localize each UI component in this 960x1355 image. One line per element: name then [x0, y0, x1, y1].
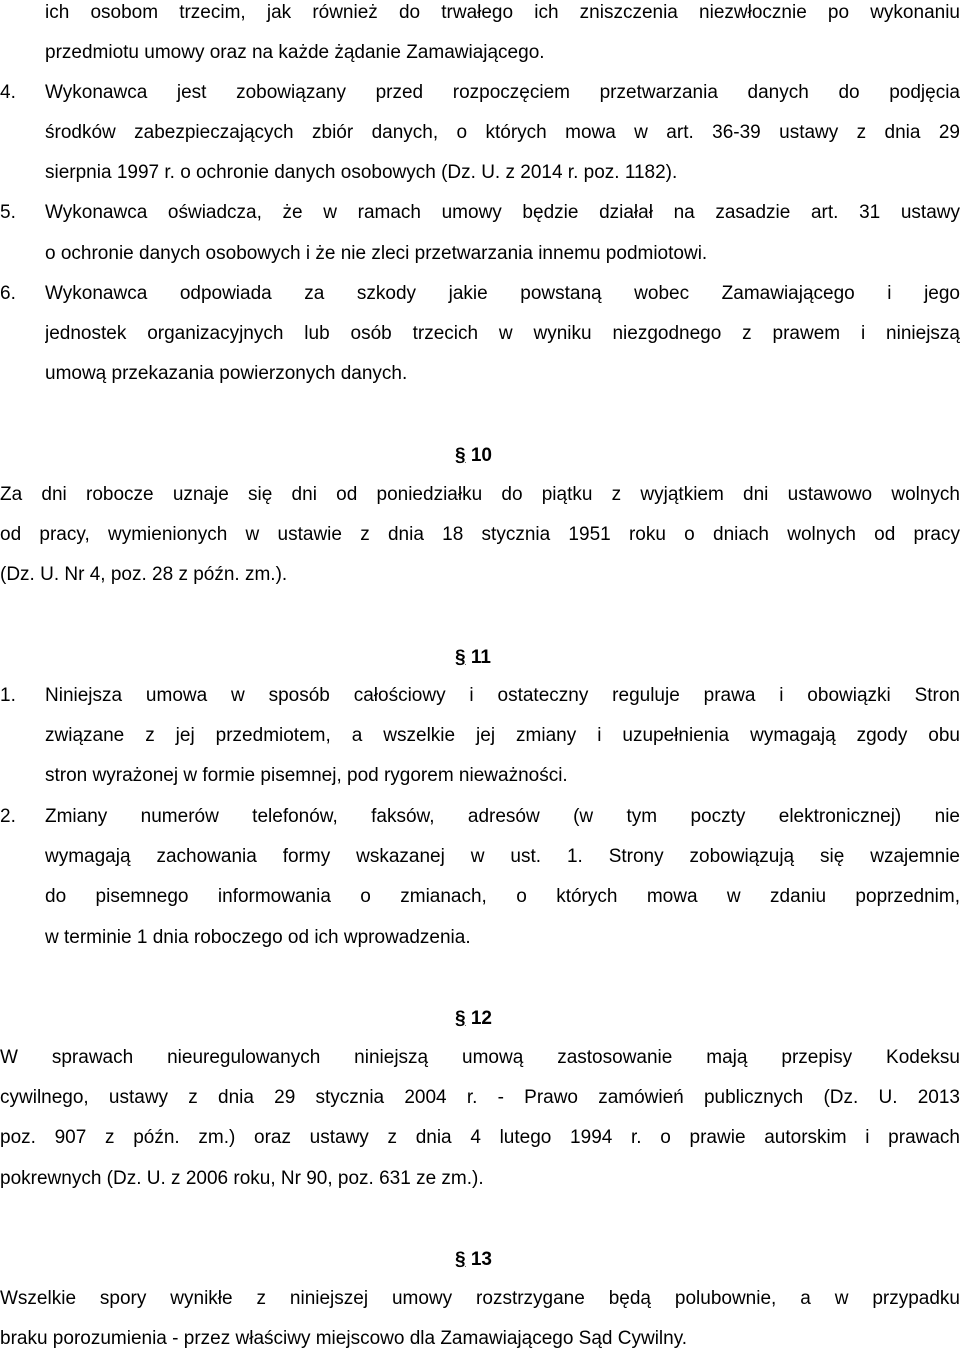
text-line: o ochronie danych osobowych i że nie zleci przetwarzania innemu podmiotowi.: [45, 243, 708, 264]
text-line: stron wyrażonej w formie pisemnej, pod rygorem nieważności.: [45, 765, 568, 786]
text-line: cywilnego, ustawy z dnia 29 stycznia 2004 r. - Prawo zamówień publicznych (Dz. U. 2013: [0, 1087, 960, 1108]
text-line: środków zabezpieczających zbiór danych, o których mowa w art. 36-39 ustawy z dnia 29: [45, 122, 960, 143]
section-heading: [455, 1007, 492, 1031]
text-line: braku porozumienia - przez właściwy miejscowo dla Zamawiającego Sąd Cywilny.: [0, 1328, 688, 1349]
text-line: Wykonawca oświadcza, że w ramach umowy będzie działał na zasadzie art. 31 ustawy: [45, 202, 960, 223]
list-number: 2.: [0, 806, 16, 827]
section-heading: [455, 646, 491, 670]
text-line: jednostek organizacyjnych lub osób trzecich w wyniku niezgodnego z prawem i niniejszą: [45, 323, 960, 344]
text-line: Za dni robocze uznaje się dni od poniedziałku do piątku z wyjątkiem dni ustawowo wolnych: [0, 484, 960, 505]
section-sign: §: [455, 1008, 466, 1029]
text-line: Zmiany numerów telefonów, faksów, adresów (w tym poczty elektronicznej) nie: [45, 806, 960, 827]
list-number: 5.: [0, 202, 16, 223]
text-line: sierpnia 1997 r. o ochronie danych osobowych (Dz. U. z 2014 r. poz. 1182).: [45, 162, 678, 183]
text-line: Wszelkie spory wynikłe z niniejszej umowy rozstrzygane będą polubownie, a w przypadku: [0, 1288, 960, 1309]
text-line: W sprawach nieuregulowanych niniejszą umową zastosowanie mają przepisy Kodeksu: [0, 1047, 960, 1068]
section-number: 10: [470, 445, 492, 466]
list-number: 4.: [0, 82, 16, 103]
text-line: umową przekazania powierzonych danych.: [45, 363, 408, 384]
list-number: 1.: [0, 685, 16, 706]
section-sign: §: [455, 1249, 466, 1270]
text-line: pokrewnych (Dz. U. z 2006 roku, Nr 90, poz. 631 ze zm.).: [0, 1168, 484, 1189]
text-line: (Dz. U. Nr 4, poz. 28 z późn. zm.).: [0, 564, 288, 585]
text-line: Wykonawca odpowiada za szkody jakie powstaną wobec Zamawiającego i jego: [45, 283, 960, 304]
text-line: do pisemnego informowania o zmianach, o których mowa w zdaniu poprzednim,: [45, 886, 960, 907]
text-line: Niniejsza umowa w sposób całościowy i ostateczny reguluje prawa i obowiązki Stron: [45, 685, 960, 706]
text-line: ich osobom trzecim, jak również do trwałego ich zniszczenia niezwłocznie po wykonaniu: [45, 2, 960, 23]
text-line: związane z jej przedmiotem, a wszelkie jej zmiany i uzupełnienia wymagają zgody obu: [45, 725, 960, 746]
text-line: poz. 907 z późn. zm.) oraz ustawy z dnia 4 lutego 1994 r. o prawie autorskim i prawach: [0, 1127, 960, 1148]
text-line: w terminie 1 dnia roboczego od ich wprowadzenia.: [45, 927, 471, 948]
section-number: 11: [470, 647, 491, 668]
section-sign: §: [455, 445, 466, 466]
text-line: przedmiotu umowy oraz na każde żądanie Zamawiającego.: [45, 42, 545, 63]
text-line: od pracy, wymienionych w ustawie z dnia 18 stycznia 1951 roku o dniach wolnych od pracy: [0, 524, 960, 545]
section-heading: [455, 444, 492, 468]
section-sign: §: [455, 647, 466, 668]
list-number: 6.: [0, 283, 16, 304]
text-line: Wykonawca jest zobowiązany przed rozpoczęciem przetwarzania danych do podjęcia: [45, 82, 960, 103]
section-number: 13: [470, 1249, 492, 1270]
section-heading: [455, 1248, 492, 1272]
section-number: 12: [470, 1008, 492, 1029]
text-line: wymagają zachowania formy wskazanej w ust. 1. Strony zobowiązują się wzajemnie: [45, 846, 960, 867]
